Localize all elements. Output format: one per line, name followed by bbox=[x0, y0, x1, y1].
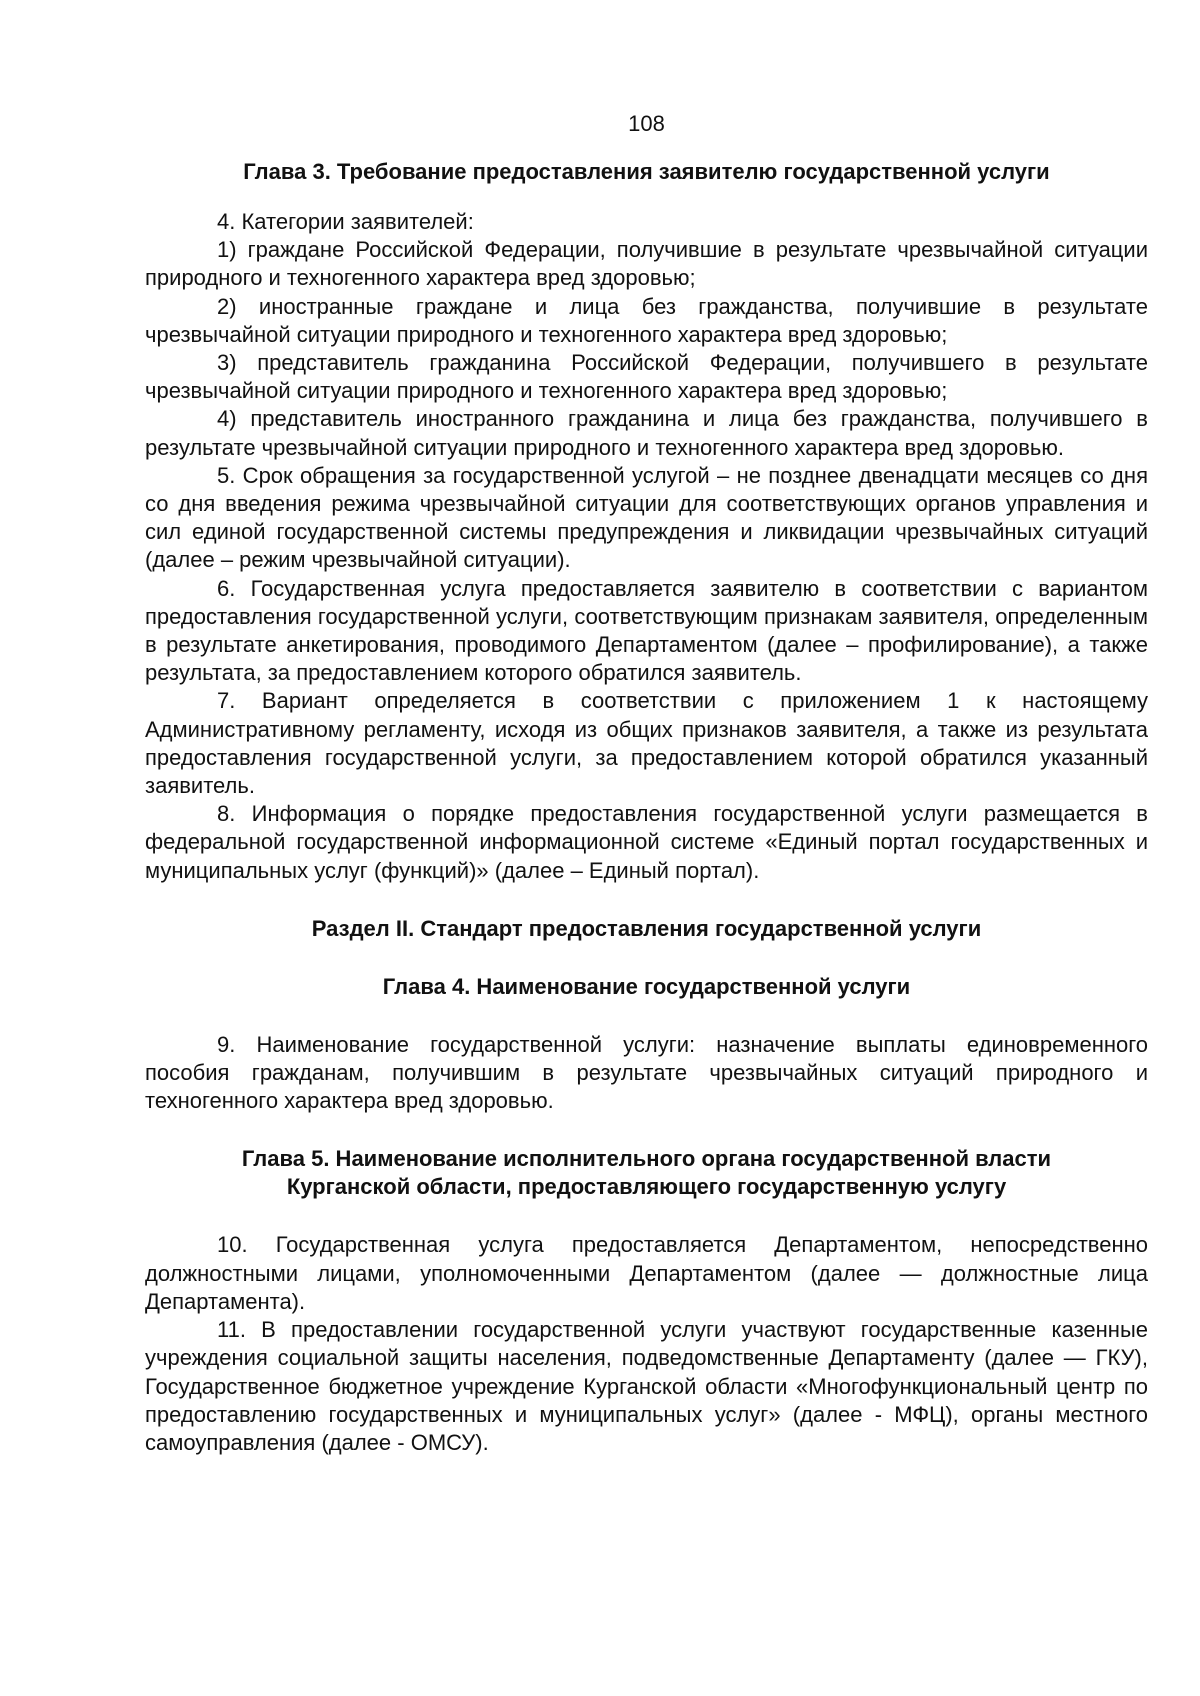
paragraph-5: 5. Срок обращения за государственной услугой – не позднее двенадцати месяцев со дня со дня введения режима чрезвычайной ситуации для соответствующих органов управления и сил единой государственной системы предупреждения и ликвидации чрезвычайных ситуаций (далее – режим чрезвычайной ситуации). bbox=[145, 462, 1148, 573]
paragraph-8: 8. Информация о порядке предоставления государственной услуги размещается в федеральной государственной информационной системе «Единый портал государственных и муниципальных услуг (функций)» (далее – Единый портал). bbox=[145, 801, 1148, 883]
spacer bbox=[145, 885, 1148, 915]
list-item-1: 1) граждане Российской Федерации, получившие в результате чрезвычайной ситуации природного и техногенного характера вред здоровью; bbox=[145, 237, 1148, 291]
list-item-4: 4) представитель иностранного гражданина и лица без гражданства, получившего в результате чрезвычайной ситуации природного и техногенного характера вред здоровью. bbox=[145, 406, 1148, 460]
document-page bbox=[145, 110, 1148, 1457]
spacer bbox=[145, 943, 1148, 973]
chapter-4-title: Глава 4. Наименование государственной услуги bbox=[382, 973, 911, 999]
paragraph-9: 9. Наименование государственной услуги: назначение выплаты единовременного пособия гражданам, получившим в результате чрезвычайных ситуаций природного и техногенного характера вред здоровью. bbox=[145, 1031, 1148, 1114]
spacer bbox=[145, 1001, 1148, 1031]
spacer bbox=[145, 186, 1148, 208]
section-2-title: Раздел II. Стандарт предоставления государственной услуги bbox=[311, 915, 982, 941]
paragraph-10: 10. Государственная услуга предоставляется Департаментом, непосредственно должностными лицами, уполномоченными Департаментом (далее — должностные лица Департамента). bbox=[145, 1232, 1148, 1314]
spacer bbox=[145, 1115, 1148, 1145]
chapter-5-title-line-2: Курганской области, предоставляющего государственную услугу bbox=[286, 1174, 1007, 1200]
paragraph-11: 11. В предоставлении государственной услуги участвуют государственные казенные учреждения социальной защиты населения, подведомственные Департаменту (далее — ГКУ), Государственное бюджетное учреждение Курганской области «Многофункциональный центр по предоставлению государственных и муниципальных услуг» (далее - МФЦ), органы местного самоуправления (далее - ОМСУ). bbox=[145, 1317, 1148, 1455]
paragraph-7: 7. Вариант определяется в соответствии с приложением 1 к настоящему Административному регламенту, исходя из общих признаков заявителя, а также из результата предоставления государственной услуги, за предоставлением которой обратился указанный заявитель. bbox=[145, 688, 1148, 799]
paragraph-6: 6. Государственная услуга предоставляется заявителю в соответствии с вариантом предоставления государственной услуги, соответствующим признакам заявителя, определенным в результате анкетирования, проводимого Департаментом (далее – профилирование), а также результата, за предоставлением которого обратился заявитель. bbox=[145, 575, 1148, 686]
list-item-2: 2) иностранные граждане и лица без гражданства, получившие в результате чрезвычайной ситуации природного и техногенного характера вред здоровью; bbox=[145, 293, 1148, 347]
chapter-5-title-line-1: Глава 5. Наименование исполнительного органа государственной власти bbox=[241, 1146, 1052, 1172]
page-number: 108 bbox=[628, 111, 665, 136]
paragraph-4: 4. Категории заявителей: bbox=[217, 209, 474, 234]
spacer bbox=[145, 1201, 1148, 1231]
list-item-3: 3) представитель гражданина Российской Федерации, получившего в результате чрезвычайной ситуации природного и техногенного характера вред здоровью; bbox=[145, 350, 1148, 404]
chapter-3-title: Глава 3. Требование предоставления заявителю государственной услуги bbox=[243, 159, 1050, 184]
